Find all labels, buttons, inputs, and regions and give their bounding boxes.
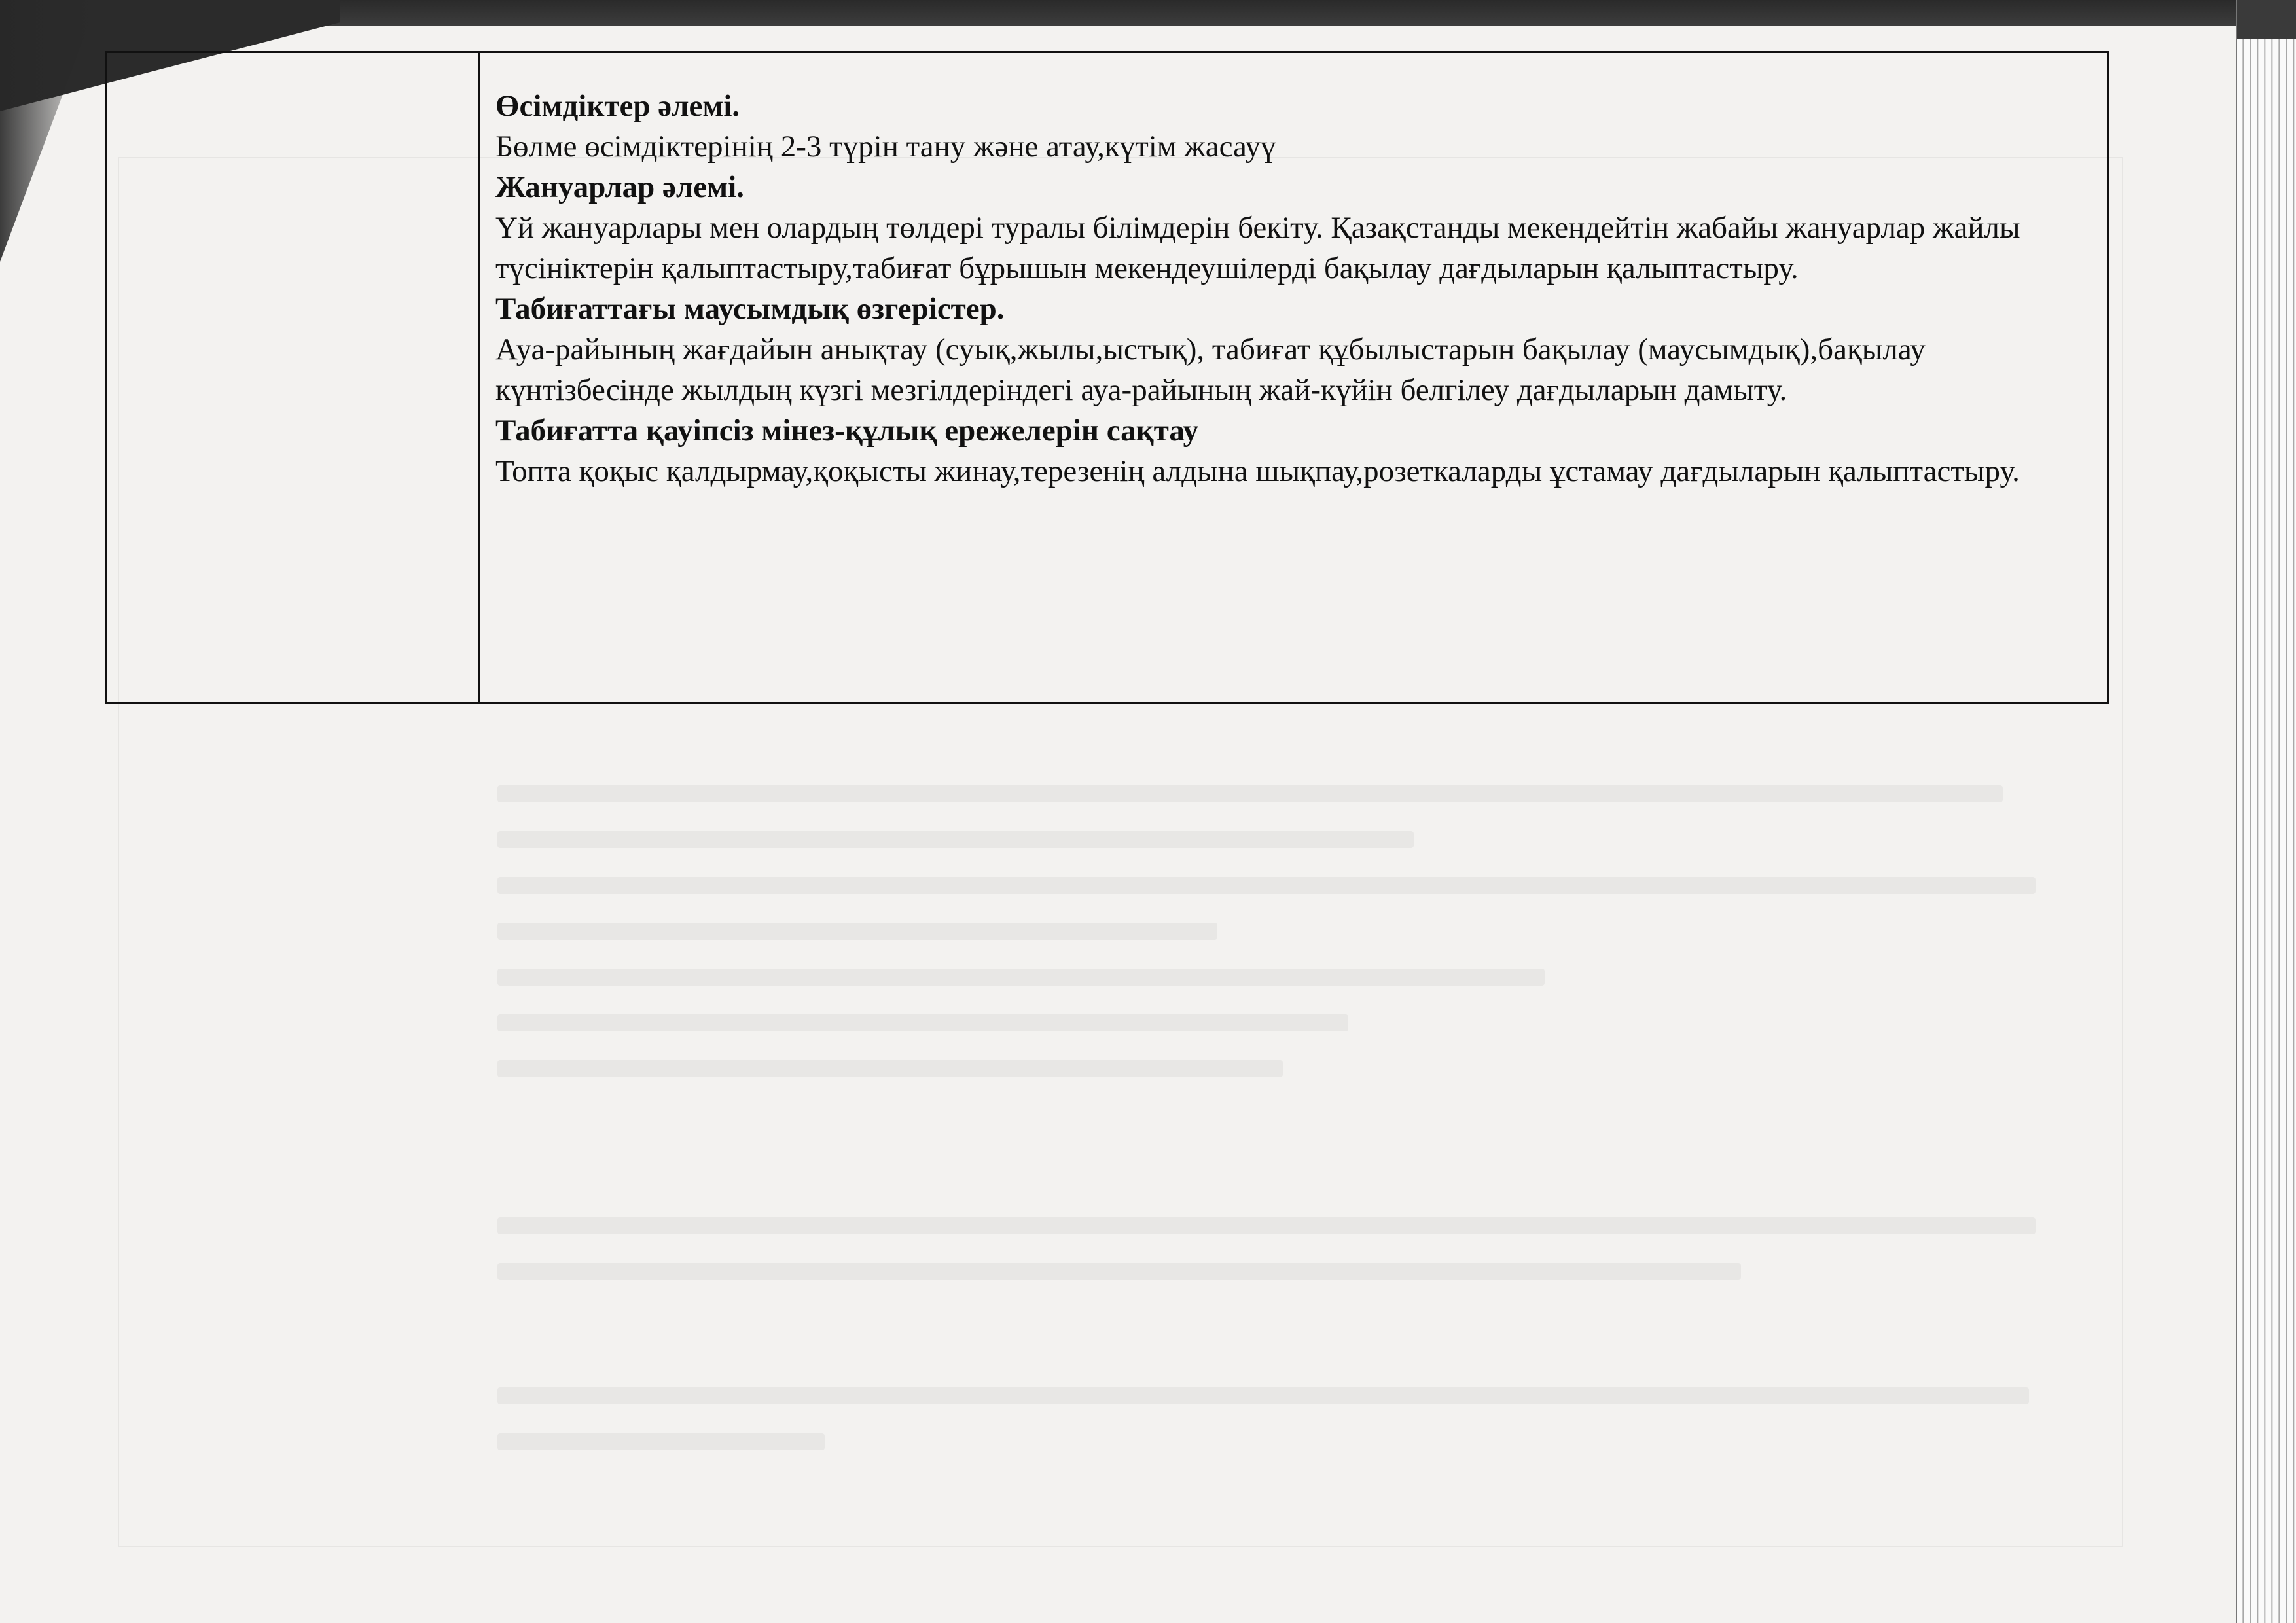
- table-content-cell: [480, 53, 2107, 702]
- bleed-through-line: [497, 1433, 825, 1450]
- bleed-through-line: [497, 1014, 1348, 1031]
- scan-shadow-top: [0, 0, 2296, 26]
- bleed-through-line: [497, 1217, 2036, 1234]
- section-body-animals: Үй жануарлары мен олардың төлдері туралы білімдерін бекіту. Қазақстанды мекендейтін жабайы жануарлар жайлы түсініктерін қалыптастыру,табиғат бұрышын мекендеушілерді бақылау дағдыларын қалыптастыру.: [495, 211, 2020, 285]
- bleed-through-line: [497, 969, 1545, 986]
- bleed-through-line: [497, 1263, 1741, 1280]
- section-body-plants: Бөлме өсімдіктерінің 2-3 түрін тану және атау,күтім жасауү: [495, 130, 1276, 164]
- stacked-page-edges: [2236, 0, 2296, 1623]
- section-body-seasonal-changes: Ауа-райының жағдайын анықтау (суық,жылы,ыстық), табиғат құбылыстарын бақылау (маусымдық),бақылау күнтізбесінде жылдың күзгі мезгілдеріндегі ауа-райының жай-күйін белгілеу дағдыларын дамыту.: [495, 332, 1926, 407]
- bleed-through-line: [497, 1060, 1283, 1077]
- section-title-safety-rules: Табиғатта қауіпсіз мінез-құлық ережелерін сақтау: [495, 414, 1199, 448]
- bleed-through-line: [497, 923, 1217, 940]
- bleed-through-line: [497, 831, 1414, 848]
- bleed-through-line: [497, 1387, 2029, 1404]
- table-left-cell: [107, 53, 480, 702]
- section-title-seasonal-changes: Табиғаттағы маусымдық өзгерістер.: [495, 292, 1005, 326]
- bleed-through-line: [497, 877, 2036, 894]
- section-title-plants: Өсімдіктер әлемі.: [495, 89, 740, 123]
- section-title-animals: Жануарлар әлемі.: [495, 170, 744, 204]
- scan-shadow-left: [0, 0, 98, 262]
- curriculum-table: [105, 51, 2109, 704]
- page-edges-shadow: [2237, 0, 2296, 39]
- bleed-through-line: [497, 785, 2003, 802]
- section-body-safety-rules: Топта қоқыс қалдырмау,қоқысты жинау,терезенің алдына шықпау,розеткаларды ұстамау дағдыларын қалыптастыру.: [495, 454, 2020, 488]
